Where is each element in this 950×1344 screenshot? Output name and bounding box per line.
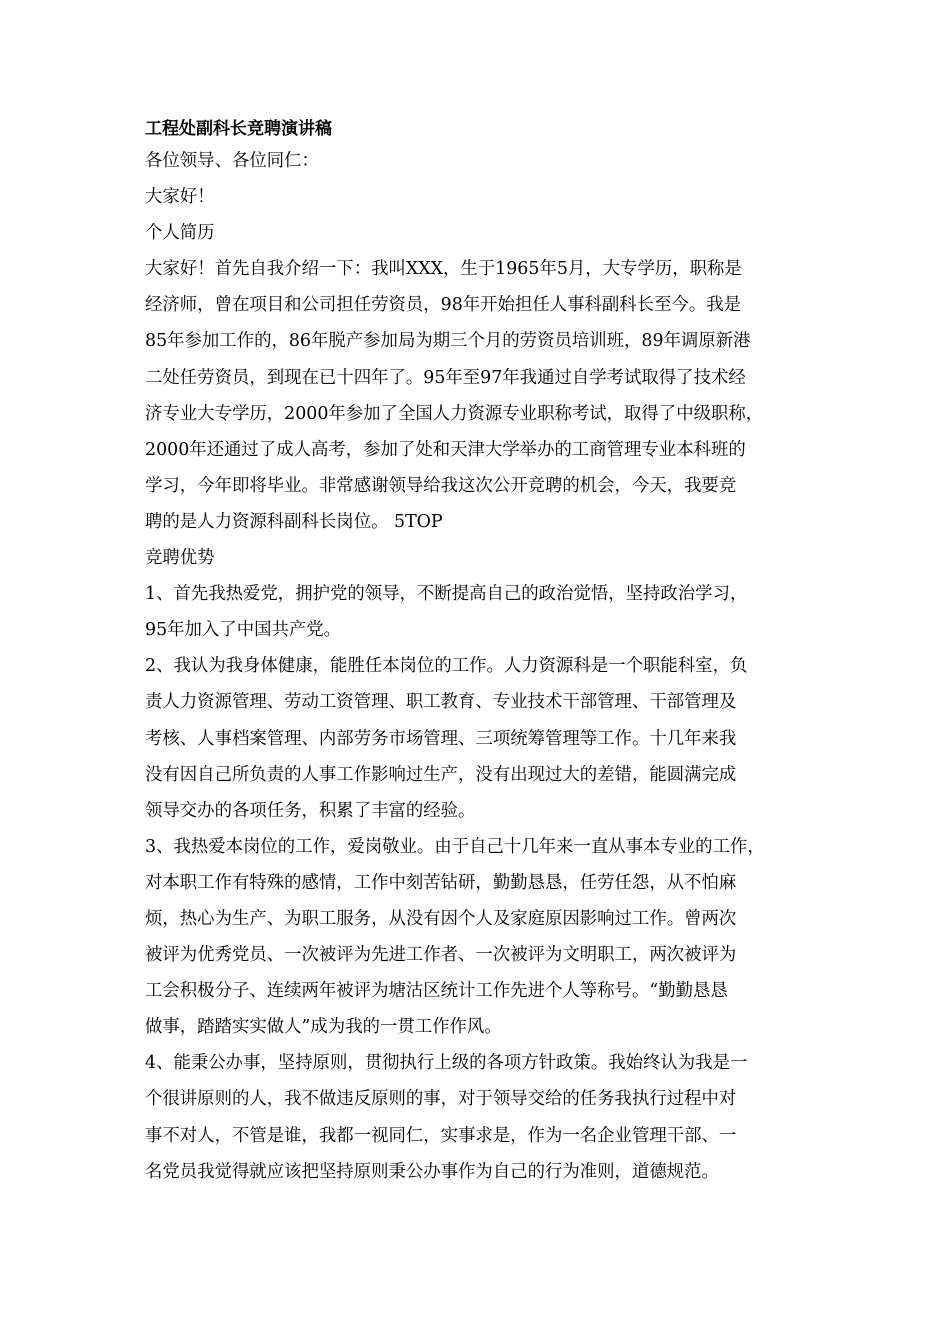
body-line: 经济师，曾在项目和公司担任劳资员，98年开始担任人事科副科长至今。我是 bbox=[145, 295, 742, 316]
body-line: 4、能秉公办事，坚持原则，贯彻执行上级的各项方针政策。我始终认为我是一 bbox=[145, 1053, 748, 1074]
body-line: 2000年还通过了成人高考，参加了处和天津大学举办的工商管理专业本科班的 bbox=[145, 439, 746, 460]
body-line: 85年参加工作的，86年脱产参加局为期三个月的劳资员培训班，89年调原新港 bbox=[145, 331, 751, 352]
body-line: 考核、人事档案管理、内部劳务市场管理、三项统筹管理等工作。十几年来我 bbox=[145, 728, 737, 749]
body-line: 责人力资源管理、劳动工资管理、职工教育、专业技术干部管理、干部管理及 bbox=[145, 692, 737, 713]
document-title: 工程处副科长竞聘演讲稿 bbox=[145, 119, 332, 139]
body-line: 没有因自己所负责的人事工作影响过生产，没有出现过大的差错，能圆满完成 bbox=[145, 764, 737, 785]
body-line: 大家好！ bbox=[145, 187, 215, 208]
body-line: 事不对人，不管是谁，我都一视同仁，实事求是，作为一名企业管理干部、一 bbox=[145, 1125, 737, 1146]
body-line: 对本职工作有特殊的感情，工作中刻苦钻研，勤勤恳恳，任劳任怨，从不怕麻 bbox=[145, 872, 737, 893]
body-line: 1、首先我热爱党，拥护党的领导，不断提高自己的政治觉悟，坚持政治学习， bbox=[145, 584, 748, 605]
body-line: 聘的是人力资源科副科长岗位。 5TOP bbox=[145, 511, 443, 532]
body-line: 学习，今年即将毕业。非常感谢领导给我这次公开竞聘的机会，今天，我要竞 bbox=[145, 475, 737, 496]
document-body bbox=[145, 143, 815, 1190]
body-line: 各位领导、各位同仁： bbox=[145, 151, 319, 171]
section-heading: 竞聘优势 bbox=[145, 548, 215, 569]
body-line: 2、我认为我身体健康，能胜任本岗位的工作。人力资源科是一个职能科室，负 bbox=[145, 656, 748, 677]
body-line: 个很讲原则的人，我不做违反原则的事，对于领导交给的任务我执行过程中对 bbox=[145, 1089, 737, 1110]
body-line: 名党员我觉得就应该把坚持原则秉公办事作为自己的行为准则，道德规范。 bbox=[145, 1161, 719, 1182]
body-line: 大家好！首先自我介绍一下：我叫XXX，生于1965年5月，大专学历，职称是 bbox=[145, 259, 742, 280]
body-line: 济专业大专学历，2000年参加了全国人力资源专业职称考试，取得了中级职称， bbox=[145, 403, 764, 424]
body-line: 3、我热爱本岗位的工作，爱岗敬业。由于自己十几年来一直从事本专业的工作， bbox=[145, 836, 765, 857]
body-line: 做事，踏踏实实做人”成为我的一贯工作作风。 bbox=[145, 1017, 502, 1038]
body-line: 工会积极分子、连续两年被评为塘沽区统计工作先进个人等称号。“勤勤恳恳 bbox=[145, 981, 728, 1002]
body-line: 烦，热心为生产、为职工服务，从没有因个人及家庭原因影响过工作。曾两次 bbox=[145, 908, 737, 929]
body-line: 95年加入了中国共产党。 bbox=[145, 620, 342, 641]
body-line: 二处任劳资员，到现在已十四年了。95年至97年我通过自学考试取得了技术经 bbox=[145, 367, 746, 388]
document-page bbox=[145, 116, 815, 1190]
body-line: 被评为优秀党员、一次被评为先进工作者、一次被评为文明职工，两次被评为 bbox=[145, 945, 737, 966]
section-heading: 个人简历 bbox=[145, 223, 215, 244]
body-line: 领导交办的各项任务，积累了丰富的经验。 bbox=[145, 800, 476, 821]
